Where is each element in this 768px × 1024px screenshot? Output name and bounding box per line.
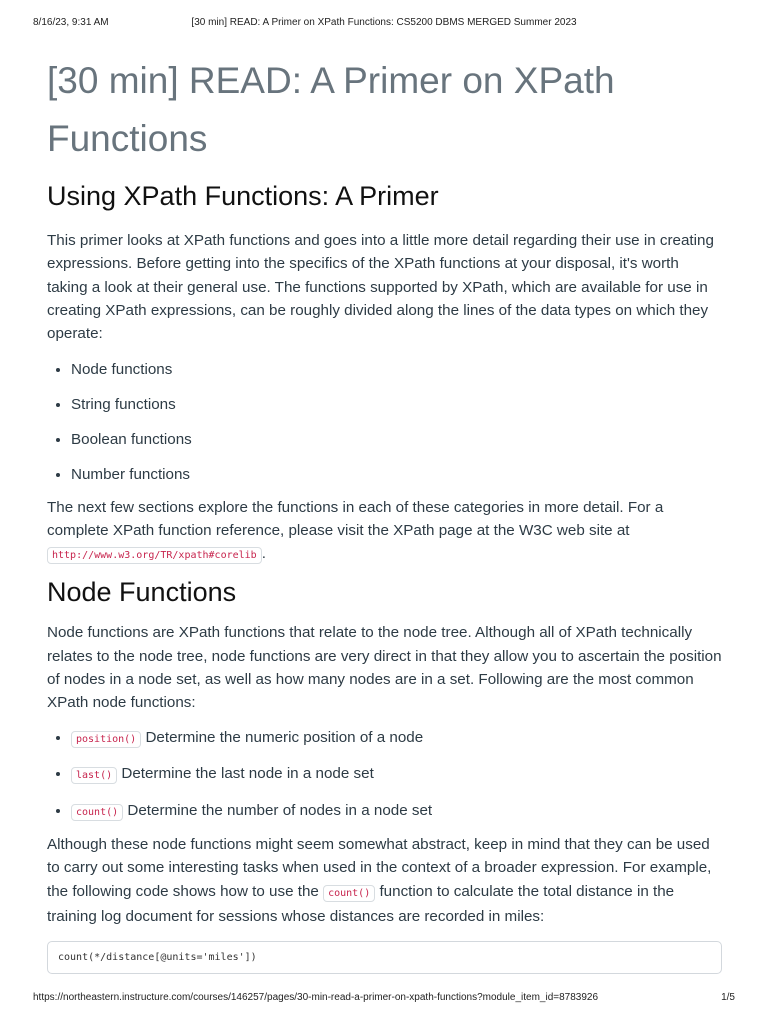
function-desc: Determine the numeric position of a node (141, 728, 424, 746)
list-item: • Number functions (71, 463, 722, 486)
print-footer (33, 992, 735, 1006)
list-item: • String functions (71, 393, 722, 416)
function-desc: Determine the last node in a node set (117, 765, 374, 783)
page-title: [30 min] READ: A Primer on XPath Functions (47, 60, 615, 159)
page-number: 1/5 (721, 992, 735, 1003)
function-code: last() (71, 767, 117, 784)
list-item (71, 799, 722, 824)
print-datetime: 8/16/23, 9:31 AM (33, 17, 109, 28)
code-block: count(*/distance[@units='miles']) (47, 941, 722, 974)
node-functions-list (47, 726, 722, 824)
reference-end: . (261, 545, 266, 563)
example-text-after: function to calculate the total distance in the training log document for sessions whose distances are recorded in miles: (47, 882, 675, 925)
example-text-before: Although these node functions might seem somewhat abstract, keep in mind that they can be used to carry out some interesting tasks when used in the context of a broader expression. For example, the following code shows how to use the (47, 836, 712, 900)
function-code: position() (71, 731, 141, 748)
list-item: • Node functions (71, 358, 722, 381)
node-functions-intro: Node functions are XPath functions that relate to the node tree. Although all of XPath technically relates to the node tree, node functions are very direct in that they allow you to ascertain the position of nodes in a node set, as well as how many nodes are in a set. Following are the most common XPath node functions: (47, 624, 722, 712)
print-url: https://northeastern.instructure.com/courses/146257/pages/30-min-read-a-primer-on-xpath-functions?module_item_id=8783926 (33, 992, 599, 1003)
page-content (47, 52, 722, 974)
inline-code-count: count() (323, 885, 375, 902)
section-heading-node-functions: Node Functions (47, 577, 237, 608)
section-heading-primer: Using XPath Functions: A Primer (47, 181, 439, 211)
reference-paragraph (47, 496, 722, 568)
list-item: • Boolean functions (71, 428, 722, 451)
primer-intro-paragraph: This primer looks at XPath functions and goes into a little more detail regarding their use in creating expressions. Before getting into the specifics of the XPath functions at your disposal, it's worth taking a look at their general use. The functions supported by XPath, which are available for use in creating XPath expressions, can be roughly divided along the lines of the data types on which they operate: (47, 232, 714, 343)
w3c-reference-link[interactable]: http://www.w3.org/TR/xpath#corelib (47, 547, 262, 564)
function-code: count() (71, 804, 123, 821)
function-desc: Determine the number of nodes in a node set (123, 802, 433, 819)
list-item (71, 726, 722, 751)
function-categories-list (47, 358, 722, 485)
reference-text: The next few sections explore the functions in each of these categories in more detail. For a complete XPath function reference, please visit the XPath page at the W3C web site at (47, 498, 664, 539)
print-header (33, 17, 735, 31)
list-item (71, 762, 722, 787)
print-doc-title: [30 min] READ: A Primer on XPath Functions: CS5200 DBMS MERGED Summer 2023 (191, 17, 577, 28)
example-paragraph (47, 833, 722, 928)
